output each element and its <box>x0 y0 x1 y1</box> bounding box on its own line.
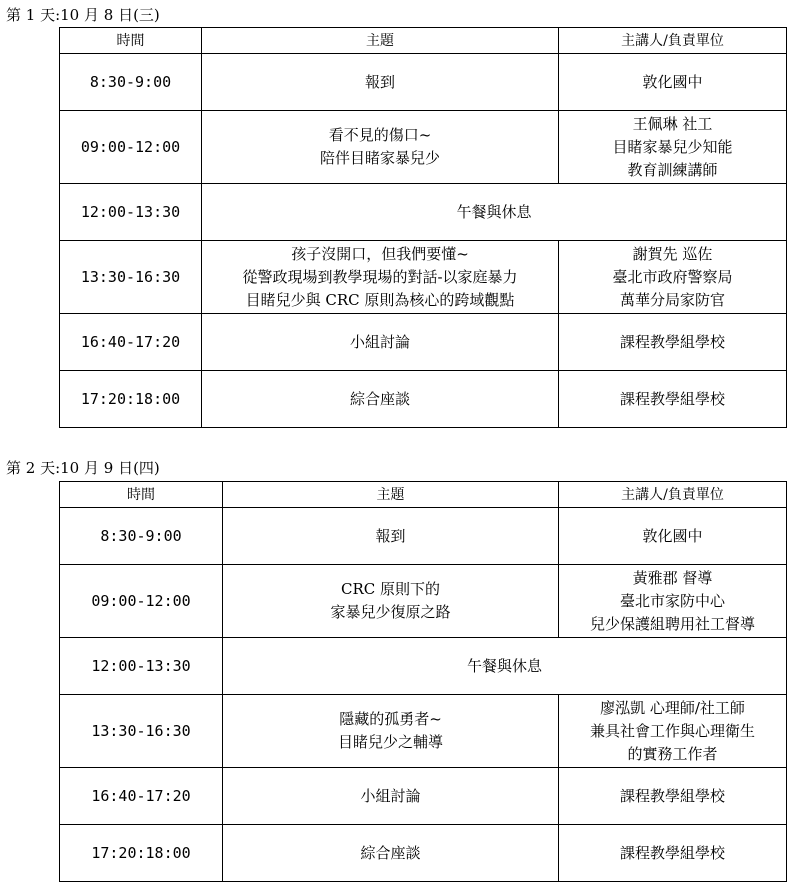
table-row <box>60 508 787 565</box>
speaker-cell: 王佩琳 社工 目睹家暴兒少知能 教育訓練講師 <box>559 111 787 184</box>
table-row <box>60 638 787 695</box>
time-cell: 12:00-13:30 <box>60 184 202 241</box>
day1-schedule-table <box>59 27 787 428</box>
topic-cell: 報到 <box>202 54 559 111</box>
speaker-cell: 廖泓凱 心理師/社工師 兼具社會工作與心理衛生 的實務工作者 <box>559 695 787 768</box>
topic-cell: 報到 <box>223 508 559 565</box>
speaker-cell: 課程教學組學校 <box>559 768 787 825</box>
header-topic: 主題 <box>223 482 559 508</box>
time-cell: 8:30-9:00 <box>60 508 223 565</box>
day2-schedule-table <box>59 481 787 882</box>
topic-cell: 看不見的傷口~ 陪伴目睹家暴兒少 <box>202 111 559 184</box>
topic-cell: 隱藏的孤勇者~ 目睹兒少之輔導 <box>223 695 559 768</box>
time-cell: 16:40-17:20 <box>60 314 202 371</box>
speaker-cell: 課程教學組學校 <box>559 825 787 882</box>
topic-cell: 小組討論 <box>202 314 559 371</box>
speaker-cell: 黃雅郡 督導 臺北市家防中心 兒少保護組聘用社工督導 <box>559 565 787 638</box>
day2-label: 第 2 天:10 月 9 日(四) <box>6 459 160 477</box>
day1-label: 第 1 天:10 月 8 日(三) <box>6 6 160 24</box>
header-speaker: 主講人/負責單位 <box>559 482 787 508</box>
time-cell: 09:00-12:00 <box>60 565 223 638</box>
topic-cell: CRC 原則下的 家暴兒少復原之路 <box>223 565 559 638</box>
table-header-row <box>60 482 787 508</box>
header-time: 時間 <box>60 482 223 508</box>
table-row <box>60 768 787 825</box>
table-header-row <box>60 28 787 54</box>
table-row <box>60 825 787 882</box>
topic-cell: 孩子沒開口，但我們要懂~ 從警政現場到教學現場的對話-以家庭暴力 目睹兒少與 CRC 原則為核心的跨域觀點 <box>202 241 559 314</box>
speaker-cell: 謝賀先 巡佐 臺北市政府警察局 萬華分局家防官 <box>559 241 787 314</box>
speaker-cell: 敦化國中 <box>559 54 787 111</box>
table-row <box>60 54 787 111</box>
time-cell: 13:30-16:30 <box>60 695 223 768</box>
topic-cell: 綜合座談 <box>223 825 559 882</box>
table-row <box>60 371 787 428</box>
speaker-cell: 課程教學組學校 <box>559 371 787 428</box>
table-row <box>60 184 787 241</box>
table-row <box>60 111 787 184</box>
time-cell: 16:40-17:20 <box>60 768 223 825</box>
table-row <box>60 314 787 371</box>
topic-cell: 小組討論 <box>223 768 559 825</box>
header-speaker: 主講人/負責單位 <box>559 28 787 54</box>
time-cell: 17:20:18:00 <box>60 825 223 882</box>
table-row <box>60 695 787 768</box>
header-time: 時間 <box>60 28 202 54</box>
time-cell: 8:30-9:00 <box>60 54 202 111</box>
speaker-cell: 敦化國中 <box>559 508 787 565</box>
header-topic: 主題 <box>202 28 559 54</box>
time-cell: 09:00-12:00 <box>60 111 202 184</box>
time-cell: 12:00-13:30 <box>60 638 223 695</box>
table-row <box>60 241 787 314</box>
speaker-cell: 課程教學組學校 <box>559 314 787 371</box>
time-cell: 17:20:18:00 <box>60 371 202 428</box>
merged-break-cell: 午餐與休息 <box>223 638 787 695</box>
topic-cell: 綜合座談 <box>202 371 559 428</box>
merged-break-cell: 午餐與休息 <box>202 184 787 241</box>
time-cell: 13:30-16:30 <box>60 241 202 314</box>
table-row <box>60 565 787 638</box>
